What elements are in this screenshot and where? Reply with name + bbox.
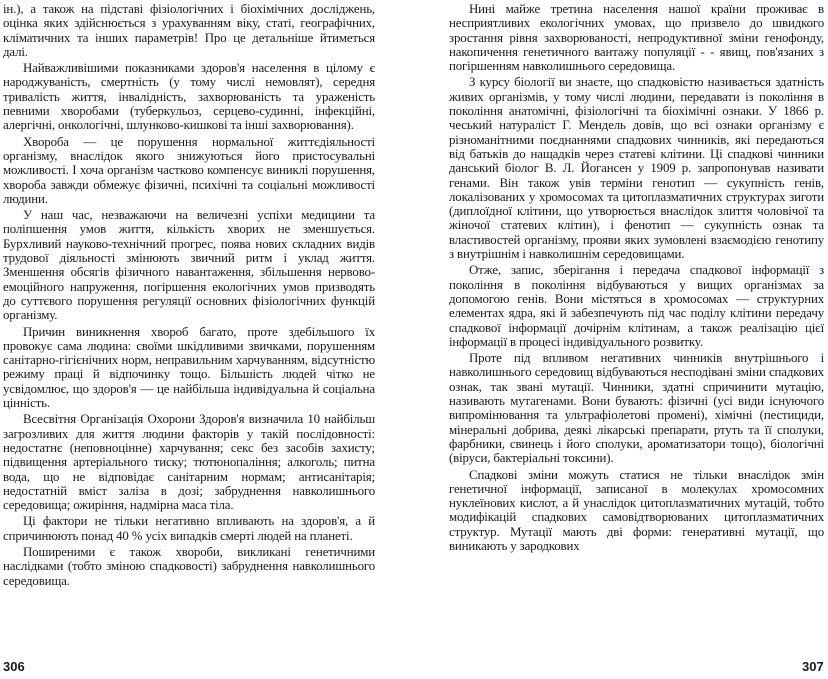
paragraph: Причин виникнення хвороб багато, проте здебільшого їх провокує сама людина: своїми шкідливими звичками, порушенням санітарно-гігієнічних норм, неправильним харчуванням, відсутністю режиму праці й відпочинку тощо. Більшість людей чітко не усвідомлює, що здоров'я — це найбільша індивідуальна й соціальна цінність. [3,324,375,411]
paragraph: Спадкові зміни можуть статися не тільки внаслідок змін генетичної інформації, записаної в молекулах хромосомних нуклеїнових кислот, а й унаслідок цитоплазматичних мутацій, тобто модифікацій спадкових самовідтворюваних цитоплазматичних структур. Мутації мають дві форми: генеративні мутації, що виникають у зародкових [449,467,824,553]
paragraph: У наш час, незважаючи на величезні успіхи медицини та поліпшення умов життя, кількість хворих не зменшується. Бурхливий науково-технічний прогрес, поява нових складних видів трудової діяльності змінюють звичний ритм і уклад життя. Зменшення обсягів фізичного навантаження, збільшення нервово-емоційного напруження, погіршення екологічних умов призводять до суттєвого порушення регуляції основних фізіологічних функцій організму. [3,208,375,323]
paragraph: Нині майже третина населення нашої країни проживає в несприятливих екологічних умовах, що призвело до швидкого зростання рівня захворюваності, непродуктивної зміни генофонду, накопичення генетичного вантажу популяції - - явищ, пов'язаних з погіршенням навколишнього середовища. [449,2,824,74]
left-page-text [3,2,375,590]
paragraph: ін.), а також на підставі фізіологічних і біохімічних досліджень, оцінка яких здійснюється з урахуванням віку, статі, географічних, кліматичних та інших параметрів! Про це детальніше йтиметься далі. [3,2,375,59]
right-page-text [449,2,824,555]
paragraph: Хвороба — це порушення нормальної життєдіяльності організму, внаслідок якого знижуються його пристосувальні можливості. І хоча організм частково компенсує виниклі порушення, хвороба завжди обмежує фізичні, психічні та соціальні можливості людини. [3,134,375,206]
page-number-left: 306 [3,659,25,674]
paragraph: Всесвітня Організація Охорони Здоров'я визначила 10 найбільш загрозливих для життя людини факторів у такій послідовності: недостатнє (неповноцінне) харчування; секс без засобів захисту; підвищення артеріального тиску; тютюнопаління; алкоголь; питна вода, що не відповідає санітарним нормам; антисанітарія; недостатній вміст заліза в дозі; забруднення навколишнього середовища; ожиріння, надмірна маса тіла. [3,412,375,513]
paragraph: Найважливішими показниками здоров'я населення в цілому є народжуваність, смертність (у тому числі немовлят), середня тривалість життя, інвалідність, захворюваність та ураженість певними хворобами (туберкульоз, серцево-судинні, інфекційні, алергічні, онкологічні, шлунково-кишкові та інші захворювання). [3,61,375,133]
paragraph: Поширеними є також хвороби, викликані генетичними наслідками (тобто зміною спадковості) забруднення навколишнього середовища. [3,544,375,588]
page-number-right: 307 [802,659,824,674]
paragraph: Проте під впливом негативних чинників внутрішнього і навколишнього середовищ відбуваються несподівані зміни спадкових ознак, так звані мутації. Чинники, здатні спричинити мутацію, називають мутагенами. Вони бувають: фізичні (усі види існуючого випромінювання та ультрафіолетові промені), хімічні (пестициди, мінеральні добрива, деякі лікарські препарати, ртуть та її сполуки, фарбники, свинець і його сполуки, ароматизатори тощо), біологічні (віруси, бактеріальні токсини). [449,351,824,466]
paragraph: Отже, запис, зберігання і передача спадкової інформації з покоління в покоління відбуваються у вищих організмах за допомогою генів. Вони містяться в хромосомах — структурних елементах ядра, які й забезпечують під час поділу клітини передачу спадкової інформації дочірнім клітинам, а також реалізацію цієї інформації в процесі індивідуального розвитку. [449,263,824,349]
paragraph: Ці фактори не тільки негативно впливають на здоров'я, а й спричинюють понад 40 % усіх випадків смерті людей на планеті. [3,514,375,543]
paragraph: З курсу біології ви знаєте, що спадковістю називається здатність живих організмів, у тому числі людини, передавати із покоління в покоління анатомічні, фізіологічні та біохімічні ознаки. У 1866 р. чеський натураліст Г. Мендель довів, що всі ознаки організму є різноманітними поєднаннями спадкових чинників, які передаються від батьків до нащадків через статеві клітини. Ці спадкові чинники данський біолог В. Л. Йогансен у 1909 р. запропонував називати генами. Він також увів терміни генотип — сукупність генів, локалізованих у хромосомах та цитоплазматичних структурах зиготи (диплоїдної клітини, що утворюється внаслідок злиття чоловічої та жіночої статевих клітин), і фенотип — сукупність ознак та властивостей організму, прояви яких зумовлені взаємодією генотипу з внутрішнім і навколишнім середовищами. [449,75,824,262]
